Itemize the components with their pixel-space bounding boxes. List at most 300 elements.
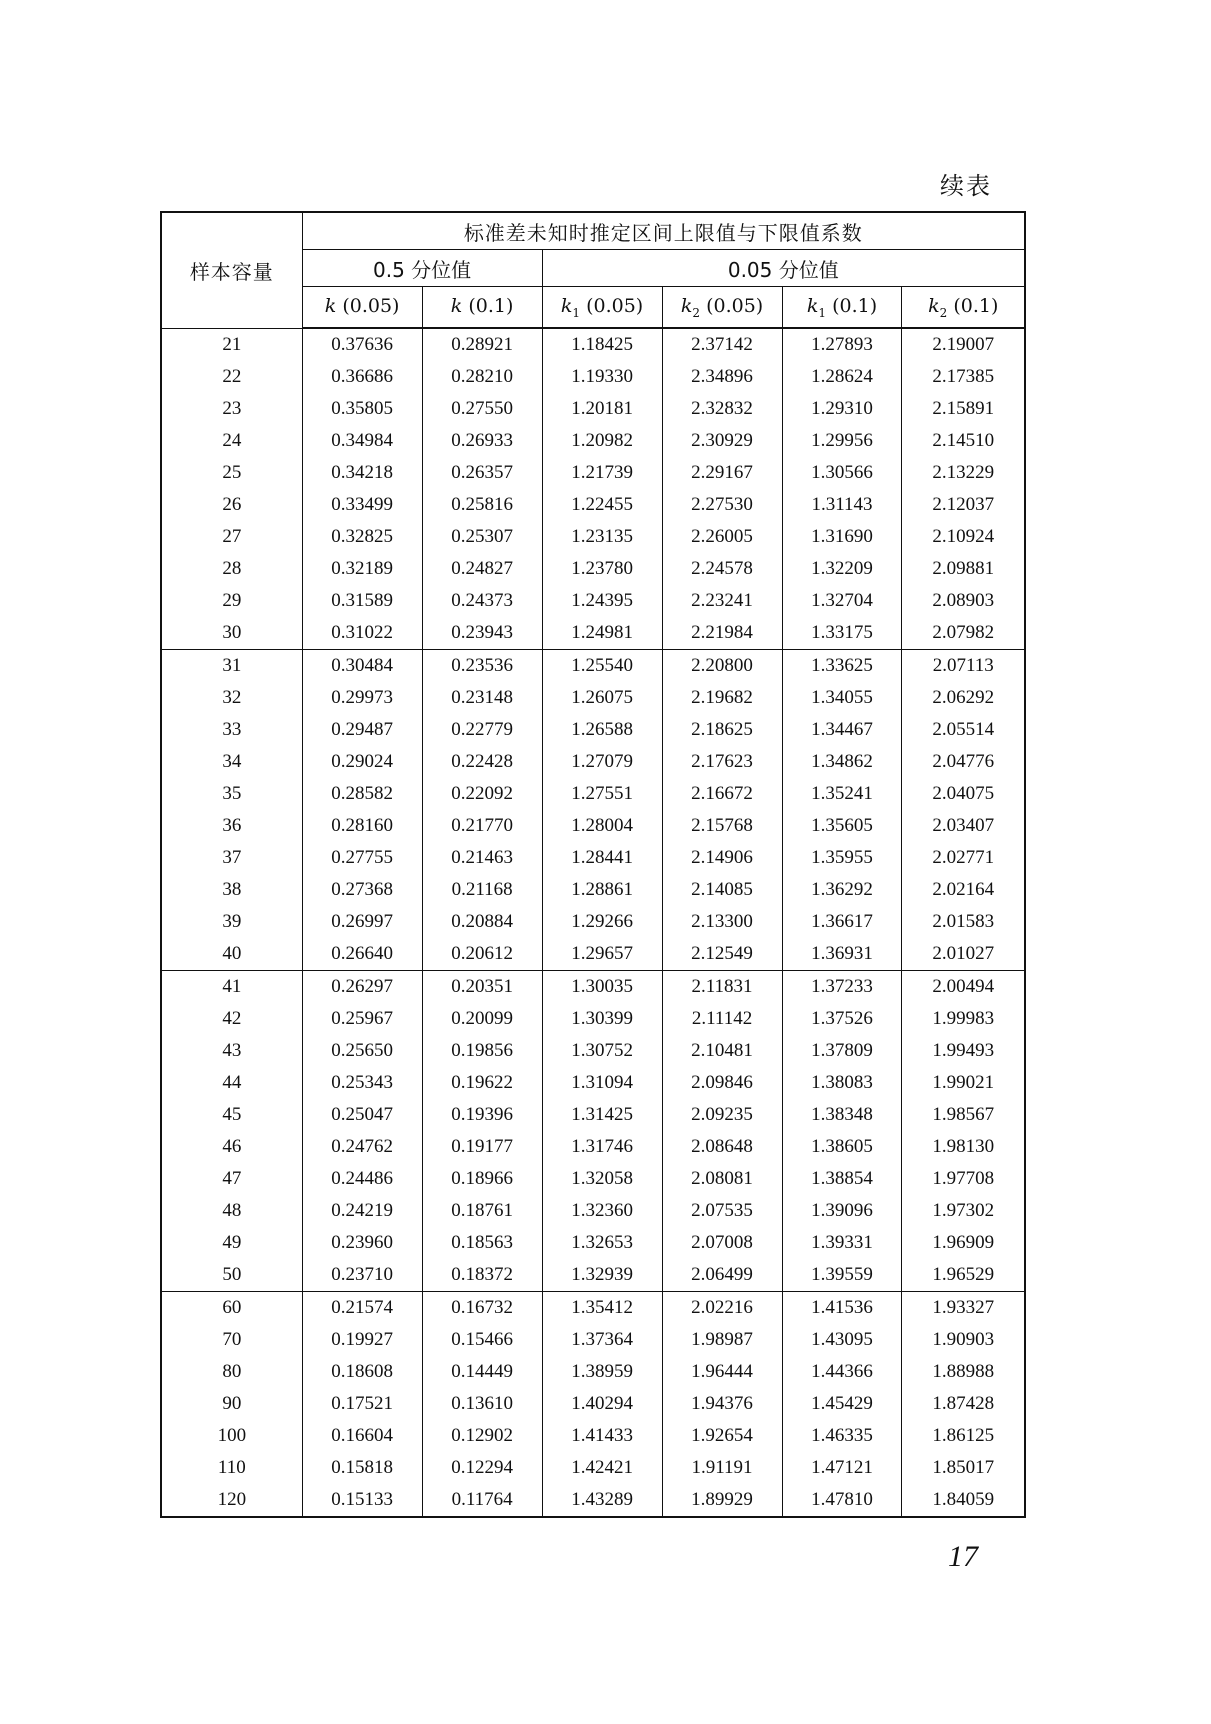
- sample-size-cell: 33: [161, 714, 302, 746]
- coefficient-cell: 1.99493: [902, 1035, 1025, 1067]
- sample-size-cell: 29: [161, 585, 302, 617]
- coefficient-cell: 1.29956: [782, 425, 902, 457]
- coefficient-cell: 0.31589: [302, 585, 422, 617]
- sample-size-cell: 44: [161, 1067, 302, 1099]
- coefficient-cell: 1.96444: [662, 1356, 782, 1388]
- coefficient-cell: 2.09881: [902, 553, 1025, 585]
- coefficient-cell: 0.27550: [422, 393, 542, 425]
- coefficient-cell: 2.37142: [662, 328, 782, 361]
- coefficient-cell: 1.29657: [542, 938, 662, 971]
- coefficient-argument: (0.05): [342, 294, 400, 317]
- coefficient-cell: 0.24486: [302, 1163, 422, 1195]
- coefficient-cell: 1.36931: [782, 938, 902, 971]
- coefficient-cell: 1.31094: [542, 1067, 662, 1099]
- coefficient-cell: 1.42421: [542, 1452, 662, 1484]
- coefficient-cell: 2.10924: [902, 521, 1025, 553]
- table-row: [161, 1163, 1025, 1195]
- table-row: [161, 1035, 1025, 1067]
- coefficient-symbol: k: [806, 294, 819, 317]
- coefficient-cell: 1.94376: [662, 1388, 782, 1420]
- coefficient-cell: 2.15891: [902, 393, 1025, 425]
- coefficient-cell: 1.21739: [542, 457, 662, 489]
- coefficient-cell: 0.23148: [422, 682, 542, 714]
- table-row: [161, 1452, 1025, 1484]
- coefficient-cell: 1.91191: [662, 1452, 782, 1484]
- coefficient-cell: 0.18563: [422, 1227, 542, 1259]
- sample-size-cell: 70: [161, 1324, 302, 1356]
- coefficient-cell: 1.27893: [782, 328, 902, 361]
- coefficient-cell: 0.28210: [422, 361, 542, 393]
- coefficient-symbol: k: [680, 294, 693, 317]
- coefficient-cell: 0.25343: [302, 1067, 422, 1099]
- table-body: [161, 328, 1025, 1517]
- coefficient-cell: 0.32189: [302, 553, 422, 585]
- table-row: [161, 1003, 1025, 1035]
- table-row: [161, 361, 1025, 393]
- coefficient-cell: 0.18761: [422, 1195, 542, 1227]
- coefficient-cell: 0.23536: [422, 650, 542, 683]
- page-number: 17: [948, 1540, 978, 1573]
- sample-size-cell: 43: [161, 1035, 302, 1067]
- coefficient-cell: 1.30752: [542, 1035, 662, 1067]
- coefficient-cell: 0.27368: [302, 874, 422, 906]
- coefficient-cell: 1.44366: [782, 1356, 902, 1388]
- coefficient-cell: 0.15466: [422, 1324, 542, 1356]
- coefficient-cell: 1.22455: [542, 489, 662, 521]
- table-row: [161, 1067, 1025, 1099]
- coefficient-cell: 0.22779: [422, 714, 542, 746]
- coefficient-cell: 0.29973: [302, 682, 422, 714]
- coefficient-symbol: k: [560, 294, 573, 317]
- coefficient-cell: 2.15768: [662, 810, 782, 842]
- coefficient-cell: 0.18608: [302, 1356, 422, 1388]
- sample-size-cell: 27: [161, 521, 302, 553]
- coefficient-cell: 0.26297: [302, 971, 422, 1004]
- coefficient-cell: 0.21168: [422, 874, 542, 906]
- coefficient-cell: 0.29024: [302, 746, 422, 778]
- coefficient-cell: 0.16604: [302, 1420, 422, 1452]
- coefficient-cell: 1.47810: [782, 1484, 902, 1517]
- coefficient-cell: 0.25816: [422, 489, 542, 521]
- coefficient-cell: 1.34055: [782, 682, 902, 714]
- coefficient-cell: 0.29487: [302, 714, 422, 746]
- coefficient-header: [302, 287, 422, 329]
- coefficient-cell: 1.30035: [542, 971, 662, 1004]
- coefficient-cell: 2.26005: [662, 521, 782, 553]
- coefficient-cell: 0.28160: [302, 810, 422, 842]
- table-row: [161, 1131, 1025, 1163]
- coefficient-cell: 0.19856: [422, 1035, 542, 1067]
- coefficient-cell: 2.07982: [902, 617, 1025, 650]
- coefficient-cell: 1.98987: [662, 1324, 782, 1356]
- coefficient-cell: 0.24827: [422, 553, 542, 585]
- coefficient-cell: 2.08903: [902, 585, 1025, 617]
- coefficient-cell: 0.19396: [422, 1099, 542, 1131]
- coefficient-cell: 0.35805: [302, 393, 422, 425]
- coefficient-cell: 1.35955: [782, 842, 902, 874]
- coefficient-cell: 1.23135: [542, 521, 662, 553]
- coefficient-cell: 1.41433: [542, 1420, 662, 1452]
- coefficient-cell: 1.33625: [782, 650, 902, 683]
- coefficient-cell: 2.19007: [902, 328, 1025, 361]
- coefficient-cell: 1.25540: [542, 650, 662, 683]
- coefficient-cell: 0.20884: [422, 906, 542, 938]
- sample-size-cell: 41: [161, 971, 302, 1004]
- table-row: [161, 1195, 1025, 1227]
- coefficient-cell: 1.96529: [902, 1259, 1025, 1292]
- coefficient-cell: 2.01027: [902, 938, 1025, 971]
- coefficient-cell: 0.25650: [302, 1035, 422, 1067]
- table-row: [161, 971, 1025, 1004]
- coefficient-cell: 2.10481: [662, 1035, 782, 1067]
- coefficient-cell: 0.30484: [302, 650, 422, 683]
- coefficient-cell: 2.08648: [662, 1131, 782, 1163]
- coefficient-cell: 0.21770: [422, 810, 542, 842]
- coefficient-cell: 0.20099: [422, 1003, 542, 1035]
- table-row: [161, 1420, 1025, 1452]
- coefficient-argument: (0.05): [586, 294, 644, 317]
- coefficient-subscript: 1: [572, 305, 581, 320]
- coefficient-cell: 2.00494: [902, 971, 1025, 1004]
- sample-size-cell: 24: [161, 425, 302, 457]
- sample-size-cell: 40: [161, 938, 302, 971]
- coefficient-cell: 1.20982: [542, 425, 662, 457]
- coefficient-header: [662, 287, 782, 329]
- coefficient-cell: 0.22092: [422, 778, 542, 810]
- coefficient-cell: 1.32704: [782, 585, 902, 617]
- coefficient-cell: 1.31746: [542, 1131, 662, 1163]
- coefficient-cell: 0.18966: [422, 1163, 542, 1195]
- coefficient-super-header: 标准差未知时推定区间上限值与下限值系数: [302, 212, 1025, 250]
- coefficient-cell: 1.39096: [782, 1195, 902, 1227]
- coefficient-cell: 0.16732: [422, 1292, 542, 1325]
- coefficient-cell: 0.19177: [422, 1131, 542, 1163]
- coefficient-cell: 2.23241: [662, 585, 782, 617]
- coefficient-cell: 1.96909: [902, 1227, 1025, 1259]
- coefficient-symbol: k: [928, 294, 940, 317]
- coefficient-cell: 1.98567: [902, 1099, 1025, 1131]
- coefficient-cell: 2.07008: [662, 1227, 782, 1259]
- sample-size-cell: 26: [161, 489, 302, 521]
- coefficient-cell: 0.36686: [302, 361, 422, 393]
- sample-size-cell: 36: [161, 810, 302, 842]
- coefficient-cell: 1.45429: [782, 1388, 902, 1420]
- coefficient-cell: 2.11831: [662, 971, 782, 1004]
- coefficient-cell: 0.20612: [422, 938, 542, 971]
- coefficient-cell: 1.37233: [782, 971, 902, 1004]
- table-row: [161, 328, 1025, 361]
- coefficient-cell: 1.33175: [782, 617, 902, 650]
- table-row: [161, 1484, 1025, 1517]
- sample-size-cell: 21: [161, 328, 302, 361]
- coefficient-cell: 1.31425: [542, 1099, 662, 1131]
- coefficient-cell: 1.37809: [782, 1035, 902, 1067]
- sample-size-cell: 60: [161, 1292, 302, 1325]
- table-row: [161, 425, 1025, 457]
- coefficient-subscript: 1: [818, 305, 827, 320]
- coefficient-cell: 1.99021: [902, 1067, 1025, 1099]
- table-row: [161, 906, 1025, 938]
- sample-size-cell: 47: [161, 1163, 302, 1195]
- coefficient-header: [782, 287, 902, 329]
- coefficient-cell: 2.14906: [662, 842, 782, 874]
- coefficient-cell: 1.89929: [662, 1484, 782, 1517]
- coefficient-cell: 2.05514: [902, 714, 1025, 746]
- coefficient-cell: 1.86125: [902, 1420, 1025, 1452]
- coefficient-cell: 1.93327: [902, 1292, 1025, 1325]
- coefficient-cell: 1.36292: [782, 874, 902, 906]
- coefficient-cell: 0.21463: [422, 842, 542, 874]
- coefficient-cell: 2.34896: [662, 361, 782, 393]
- coefficient-cell: 2.02164: [902, 874, 1025, 906]
- sample-size-cell: 80: [161, 1356, 302, 1388]
- coefficient-cell: 2.09235: [662, 1099, 782, 1131]
- coefficient-cell: 2.07535: [662, 1195, 782, 1227]
- coefficient-subscript: 2: [692, 305, 701, 320]
- table-row: [161, 457, 1025, 489]
- table-row: [161, 1227, 1025, 1259]
- sample-size-cell: 31: [161, 650, 302, 683]
- table-row: [161, 650, 1025, 683]
- coefficient-cell: 1.28861: [542, 874, 662, 906]
- coefficient-subscript: 2: [939, 305, 948, 320]
- sample-size-cell: 30: [161, 617, 302, 650]
- coefficient-cell: 1.46335: [782, 1420, 902, 1452]
- coefficient-cell: 2.09846: [662, 1067, 782, 1099]
- coefficient-cell: 0.23943: [422, 617, 542, 650]
- coefficient-cell: 0.13610: [422, 1388, 542, 1420]
- coefficient-cell: 1.40294: [542, 1388, 662, 1420]
- table-row: [161, 1259, 1025, 1292]
- coefficient-cell: 0.26640: [302, 938, 422, 971]
- coefficient-cell: 1.90903: [902, 1324, 1025, 1356]
- sample-size-cell: 49: [161, 1227, 302, 1259]
- coefficient-symbol: k: [450, 294, 463, 317]
- coefficient-header: [902, 287, 1025, 329]
- coefficient-cell: 2.01583: [902, 906, 1025, 938]
- coefficient-cell: 0.15133: [302, 1484, 422, 1517]
- coefficient-cell: 0.25307: [422, 521, 542, 553]
- coefficient-cell: 2.12549: [662, 938, 782, 971]
- coefficient-argument: (0.1): [832, 294, 878, 317]
- coefficient-cell: 1.92654: [662, 1420, 782, 1452]
- coefficient-cell: 0.28582: [302, 778, 422, 810]
- coefficient-symbol: k: [324, 294, 337, 317]
- coefficient-cell: 2.14085: [662, 874, 782, 906]
- coefficient-cell: 0.25967: [302, 1003, 422, 1035]
- sample-size-cell: 50: [161, 1259, 302, 1292]
- table-row: [161, 489, 1025, 521]
- sample-size-cell: 22: [161, 361, 302, 393]
- sample-size-cell: 25: [161, 457, 302, 489]
- coefficient-cell: 1.35241: [782, 778, 902, 810]
- coefficient-cell: 1.97302: [902, 1195, 1025, 1227]
- coefficient-cell: 0.17521: [302, 1388, 422, 1420]
- coefficient-cell: 2.21984: [662, 617, 782, 650]
- coefficient-cell: 0.19927: [302, 1324, 422, 1356]
- coefficient-cell: 0.27755: [302, 842, 422, 874]
- coefficient-cell: 1.34862: [782, 746, 902, 778]
- coefficient-cell: 1.36617: [782, 906, 902, 938]
- table-row: [161, 842, 1025, 874]
- table-row: [161, 810, 1025, 842]
- coefficient-cell: 1.38348: [782, 1099, 902, 1131]
- sample-size-cell: 35: [161, 778, 302, 810]
- coefficient-cell: 0.11764: [422, 1484, 542, 1517]
- coefficient-cell: 1.85017: [902, 1452, 1025, 1484]
- table-row: [161, 1099, 1025, 1131]
- coefficient-cell: 0.24219: [302, 1195, 422, 1227]
- coefficient-cell: 2.29167: [662, 457, 782, 489]
- coefficient-cell: 1.30399: [542, 1003, 662, 1035]
- coefficient-argument: (0.05): [706, 294, 764, 317]
- coefficient-cell: 1.27079: [542, 746, 662, 778]
- coefficient-cell: 1.28624: [782, 361, 902, 393]
- sample-size-cell: 23: [161, 393, 302, 425]
- coefficient-cell: 1.88988: [902, 1356, 1025, 1388]
- sample-size-cell: 39: [161, 906, 302, 938]
- sample-size-cell: 38: [161, 874, 302, 906]
- coefficient-header: [422, 287, 542, 329]
- coefficient-cell: 1.29266: [542, 906, 662, 938]
- coefficient-cell: 2.24578: [662, 553, 782, 585]
- coefficient-cell: 2.27530: [662, 489, 782, 521]
- sample-size-cell: 48: [161, 1195, 302, 1227]
- sample-size-cell: 90: [161, 1388, 302, 1420]
- continued-table-label: 续表: [940, 172, 992, 200]
- coefficient-cell: 1.38959: [542, 1356, 662, 1388]
- coefficient-cell: 1.20181: [542, 393, 662, 425]
- sample-size-cell: 42: [161, 1003, 302, 1035]
- coefficient-cell: 0.24762: [302, 1131, 422, 1163]
- coefficient-cell: 1.19330: [542, 361, 662, 393]
- coefficient-cell: 1.38854: [782, 1163, 902, 1195]
- coefficient-cell: 0.23710: [302, 1259, 422, 1292]
- coefficient-cell: 1.28441: [542, 842, 662, 874]
- table-row: [161, 938, 1025, 971]
- coefficient-cell: 0.21574: [302, 1292, 422, 1325]
- table-row: [161, 1388, 1025, 1420]
- coefficient-cell: 1.30566: [782, 457, 902, 489]
- table-row: [161, 553, 1025, 585]
- coefficient-cell: 1.43289: [542, 1484, 662, 1517]
- table-row: [161, 778, 1025, 810]
- coefficient-cell: 2.08081: [662, 1163, 782, 1195]
- coefficient-cell: 1.24981: [542, 617, 662, 650]
- sample-size-cell: 32: [161, 682, 302, 714]
- coefficient-cell: 1.32209: [782, 553, 902, 585]
- coefficient-cell: 1.41536: [782, 1292, 902, 1325]
- coefficient-cell: 0.26933: [422, 425, 542, 457]
- coefficient-cell: 2.18625: [662, 714, 782, 746]
- coefficient-cell: 0.12902: [422, 1420, 542, 1452]
- coefficient-cell: 0.26997: [302, 906, 422, 938]
- coefficient-cell: 2.04776: [902, 746, 1025, 778]
- coefficient-header: [542, 287, 662, 329]
- sample-size-cell: 37: [161, 842, 302, 874]
- coefficient-cell: 1.34467: [782, 714, 902, 746]
- coefficient-cell: 2.02216: [662, 1292, 782, 1325]
- coefficient-cell: 1.26588: [542, 714, 662, 746]
- coefficient-cell: 1.35412: [542, 1292, 662, 1325]
- table-row: [161, 521, 1025, 553]
- coefficient-cell: 1.32058: [542, 1163, 662, 1195]
- coefficient-cell: 1.24395: [542, 585, 662, 617]
- coefficient-cell: 1.27551: [542, 778, 662, 810]
- coefficient-cell: 1.99983: [902, 1003, 1025, 1035]
- coefficient-cell: 1.35605: [782, 810, 902, 842]
- sample-size-cell: 100: [161, 1420, 302, 1452]
- coefficient-cell: 0.23960: [302, 1227, 422, 1259]
- coefficient-cell: 1.28004: [542, 810, 662, 842]
- table-row: [161, 1356, 1025, 1388]
- sample-size-cell: 46: [161, 1131, 302, 1163]
- coefficient-cell: 0.37636: [302, 328, 422, 361]
- table-row: [161, 1292, 1025, 1325]
- table-row: [161, 682, 1025, 714]
- coefficient-cell: 2.32832: [662, 393, 782, 425]
- coefficient-cell: 0.34984: [302, 425, 422, 457]
- coefficient-cell: 2.02771: [902, 842, 1025, 874]
- coefficient-argument: (0.1): [468, 294, 514, 317]
- sample-size-cell: 45: [161, 1099, 302, 1131]
- coefficient-cell: 2.20800: [662, 650, 782, 683]
- sample-size-cell: 28: [161, 553, 302, 585]
- coefficient-cell: 1.98130: [902, 1131, 1025, 1163]
- coefficient-cell: 2.03407: [902, 810, 1025, 842]
- coefficient-cell: 2.12037: [902, 489, 1025, 521]
- quantile-0-5-header: 0.5 分位值: [302, 250, 542, 287]
- coefficient-cell: 0.24373: [422, 585, 542, 617]
- coefficient-cell: 2.17385: [902, 361, 1025, 393]
- table-row: [161, 617, 1025, 650]
- table-row: [161, 585, 1025, 617]
- coefficient-cell: 1.47121: [782, 1452, 902, 1484]
- coefficient-cell: 1.39559: [782, 1259, 902, 1292]
- sample-size-cell: 110: [161, 1452, 302, 1484]
- coefficient-cell: 1.37364: [542, 1324, 662, 1356]
- coefficient-cell: 1.32360: [542, 1195, 662, 1227]
- coefficient-cell: 0.33499: [302, 489, 422, 521]
- coefficient-cell: 2.11142: [662, 1003, 782, 1035]
- coefficient-cell: 0.12294: [422, 1452, 542, 1484]
- coefficient-cell: 1.32939: [542, 1259, 662, 1292]
- coefficient-cell: 0.19622: [422, 1067, 542, 1099]
- coefficient-cell: 2.13229: [902, 457, 1025, 489]
- coefficient-cell: 2.14510: [902, 425, 1025, 457]
- coefficient-cell: 2.17623: [662, 746, 782, 778]
- sample-size-cell: 120: [161, 1484, 302, 1517]
- coefficient-cell: 1.43095: [782, 1324, 902, 1356]
- coefficient-cell: 1.32653: [542, 1227, 662, 1259]
- quantile-0-05-header: 0.05 分位值: [542, 250, 1025, 287]
- coefficient-cell: 2.06499: [662, 1259, 782, 1292]
- coefficient-cell: 0.32825: [302, 521, 422, 553]
- coefficient-cell: 0.22428: [422, 746, 542, 778]
- coefficient-cell: 0.28921: [422, 328, 542, 361]
- coefficient-cell: 1.31690: [782, 521, 902, 553]
- coefficient-cell: 1.97708: [902, 1163, 1025, 1195]
- coefficient-cell: 1.18425: [542, 328, 662, 361]
- coefficient-cell: 1.26075: [542, 682, 662, 714]
- coefficient-cell: 2.13300: [662, 906, 782, 938]
- coefficient-cell: 1.29310: [782, 393, 902, 425]
- coefficient-cell: 1.39331: [782, 1227, 902, 1259]
- table-row: [161, 393, 1025, 425]
- coefficient-argument: (0.1): [953, 294, 999, 317]
- coefficient-cell: 1.38605: [782, 1131, 902, 1163]
- table-row: [161, 746, 1025, 778]
